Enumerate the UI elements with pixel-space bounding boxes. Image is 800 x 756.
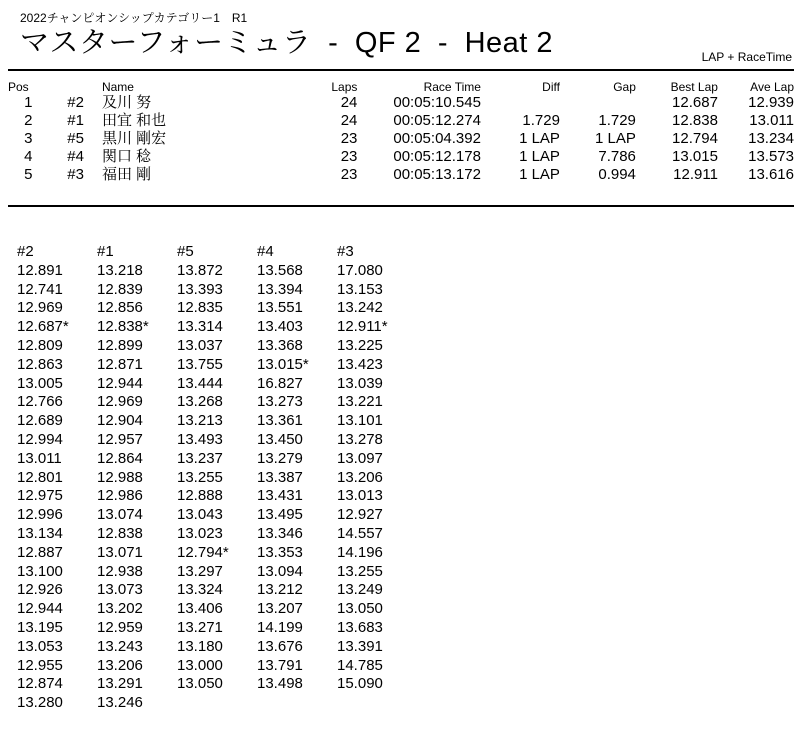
lap-time: 13.218 (97, 261, 143, 279)
lap-column-header: #2 (17, 243, 34, 260)
row-pos: 3 (24, 130, 33, 147)
lap-time: 13.431 (257, 487, 303, 505)
lap-time: 13.314 (177, 318, 223, 336)
row-ave-lap: 13.234 (748, 130, 794, 147)
lap-time: 13.053 (17, 637, 63, 655)
lap-time: 14.557 (337, 524, 383, 542)
lap-time: 13.050 (177, 675, 223, 693)
lap-time: 13.450 (257, 430, 303, 448)
lap-time: 13.213 (177, 412, 223, 430)
row-name: 黒川 剛宏 (101, 130, 167, 147)
lap-time: 12.863 (17, 355, 63, 373)
lap-time: 12.741 (17, 280, 63, 298)
row-ave-lap: 12.939 (748, 94, 794, 111)
row-gap: 1.729 (598, 112, 636, 129)
lap-time: 13.551 (257, 299, 303, 317)
lap-time: 12.809 (17, 336, 63, 354)
lap-time: 12.689 (17, 412, 63, 430)
header-best-lap: Best Lap (670, 80, 718, 94)
lap-time: 13.280 (17, 694, 63, 712)
row-diff: 1 LAP (519, 130, 560, 147)
lap-time: 13.206 (97, 656, 143, 674)
row-race-time: 00:05:12.274 (393, 112, 481, 129)
row-race-time: 00:05:12.178 (393, 148, 481, 165)
page-title (20, 25, 553, 61)
lap-time: 13.212 (257, 581, 303, 599)
lap-time: 13.872 (177, 261, 223, 279)
lap-time: 12.944 (17, 600, 63, 618)
lap-time: 13.393 (177, 280, 223, 298)
row-number: #4 (67, 148, 84, 165)
timing-type-label: LAP + RaceTime (701, 50, 792, 64)
lap-time: 13.297 (177, 562, 223, 580)
row-best-lap: 12.794 (672, 130, 718, 147)
lap-time: 13.755 (177, 355, 223, 373)
lap-time: 13.221 (337, 393, 383, 411)
row-best-lap: 12.838 (672, 112, 718, 129)
lap-time: 13.394 (257, 280, 303, 298)
lap-time: 12.969 (17, 299, 63, 317)
lap-time: 13.097 (337, 449, 383, 467)
lap-time: 13.237 (177, 449, 223, 467)
lap-time: 12.986 (97, 487, 143, 505)
lap-time: 12.864 (97, 449, 143, 467)
lap-time: 12.959 (97, 618, 143, 636)
lap-time: 14.199 (257, 618, 303, 636)
row-diff: 1 LAP (519, 166, 560, 183)
lap-time: 13.195 (17, 618, 63, 636)
lap-time: 13.271 (177, 618, 223, 636)
row-laps: 24 (340, 94, 358, 111)
header-race-time: Race Time (423, 80, 481, 94)
lap-column-header: #1 (97, 243, 114, 260)
event-subtitle: 2022チャンピオンシップカテゴリー1 R1 (20, 11, 248, 25)
lap-time: 13.074 (97, 506, 143, 524)
lap-time: 13.011 (17, 449, 62, 467)
table-row (8, 148, 794, 166)
lap-column (337, 243, 417, 694)
lap-time: 13.291 (97, 675, 143, 693)
lap-time: 12.794* (177, 543, 229, 561)
lap-column-header: #3 (337, 243, 354, 260)
row-ave-lap: 13.011 (749, 112, 794, 129)
row-name: 田宜 和也 (101, 112, 167, 129)
lap-time: 13.676 (257, 637, 303, 655)
lap-time: 17.080 (337, 261, 383, 279)
lap-time: 12.911* (337, 318, 388, 336)
lap-time: 13.444 (177, 374, 223, 392)
header-name: Name (101, 80, 134, 94)
lap-time: 15.090 (337, 675, 383, 693)
lap-time: 13.071 (97, 543, 143, 561)
title-heat: Heat 2 (464, 27, 554, 59)
lap-time: 14.196 (337, 543, 383, 561)
lap-time: 13.249 (337, 581, 383, 599)
row-race-time: 00:05:13.172 (393, 166, 481, 183)
lap-time: 13.013 (337, 487, 383, 505)
row-laps: 23 (340, 166, 358, 183)
lap-time: 13.268 (177, 393, 223, 411)
lap-time: 12.955 (17, 656, 63, 674)
lap-time: 13.246 (97, 694, 143, 712)
row-pos: 5 (24, 166, 33, 183)
row-number: #1 (67, 112, 84, 129)
lap-time: 13.498 (257, 675, 303, 693)
lap-time: 13.324 (177, 581, 223, 599)
row-gap (560, 94, 636, 112)
row-diff: 1 LAP (519, 148, 560, 165)
table-row (8, 112, 794, 130)
lap-time: 13.346 (257, 524, 303, 542)
lap-time: 16.827 (257, 374, 303, 392)
lap-time: 13.361 (257, 412, 303, 430)
results-header-row (8, 80, 794, 94)
lap-column (17, 243, 97, 713)
header-laps: Laps (331, 80, 358, 94)
lap-time: 13.493 (177, 430, 223, 448)
row-best-lap: 13.015 (672, 148, 718, 165)
row-best-lap: 12.687 (672, 94, 718, 111)
lap-time: 12.975 (17, 487, 63, 505)
lap-time: 13.073 (97, 581, 143, 599)
lap-time: 12.969 (97, 393, 143, 411)
lap-time: 12.927 (337, 506, 383, 524)
row-number: #5 (67, 130, 84, 147)
title-session: QF 2 (354, 27, 422, 59)
row-ave-lap: 13.616 (748, 166, 794, 183)
row-pos: 2 (24, 112, 33, 129)
lap-time: 13.791 (257, 656, 303, 674)
lap-time: 12.887 (17, 543, 63, 561)
header-number (49, 80, 84, 94)
lap-time: 12.891 (17, 261, 63, 279)
lap-time: 12.856 (97, 299, 143, 317)
lap-time: 13.225 (337, 336, 383, 354)
row-gap: 0.994 (598, 166, 636, 183)
row-name: 福田 剛 (101, 166, 152, 183)
row-laps: 23 (340, 130, 358, 147)
lap-time: 12.944 (97, 374, 143, 392)
lap-time: 12.988 (97, 468, 143, 486)
lap-time: 13.101 (337, 412, 383, 430)
lap-time: 13.153 (337, 280, 383, 298)
lap-time: 13.683 (337, 618, 383, 636)
row-race-time: 00:05:10.545 (393, 94, 481, 111)
lap-column-header: #4 (257, 243, 274, 260)
lap-time: 13.568 (257, 261, 303, 279)
row-race-time: 00:05:04.392 (393, 130, 481, 147)
lap-column (257, 243, 337, 694)
lap-time: 13.100 (17, 562, 63, 580)
title-separator: - (437, 27, 449, 59)
lap-time: 13.273 (257, 393, 303, 411)
lap-column (97, 243, 177, 713)
results-table (8, 80, 794, 184)
results-divider (8, 205, 794, 207)
lap-time: 13.242 (337, 299, 383, 317)
lap-time: 13.039 (337, 374, 383, 392)
lap-time: 12.801 (17, 468, 63, 486)
lap-time: 12.938 (97, 562, 143, 580)
lap-time: 12.926 (17, 581, 63, 599)
lap-time: 13.403 (257, 318, 303, 336)
row-gap: 1 LAP (595, 130, 636, 147)
row-diff: 1.729 (522, 112, 560, 129)
lap-time: 12.888 (177, 487, 223, 505)
lap-time: 12.904 (97, 412, 143, 430)
lap-column (177, 243, 257, 694)
lap-time: 13.180 (177, 637, 223, 655)
lap-time: 13.023 (177, 524, 223, 542)
lap-time: 13.134 (17, 524, 63, 542)
row-name: 及川 努 (101, 94, 152, 111)
lap-column-header: #5 (177, 243, 194, 260)
row-best-lap: 12.911 (673, 166, 718, 183)
header-divider (8, 69, 794, 71)
row-gap: 7.786 (598, 148, 636, 165)
lap-time: 13.094 (257, 562, 303, 580)
lap-time: 13.202 (97, 600, 143, 618)
lap-time: 13.043 (177, 506, 223, 524)
lap-time: 13.015* (257, 355, 309, 373)
lap-time: 13.207 (257, 600, 303, 618)
lap-time: 13.368 (257, 336, 303, 354)
lap-time: 13.391 (337, 637, 383, 655)
lap-time: 14.785 (337, 656, 383, 674)
lap-time: 12.687* (17, 318, 69, 336)
header-pos: Pos (8, 80, 29, 94)
lap-time: 13.255 (337, 562, 383, 580)
lap-time: 12.839 (97, 280, 143, 298)
title-separator: - (328, 27, 339, 59)
header-gap: Gap (613, 80, 636, 94)
lap-time: 12.838 (97, 524, 143, 542)
title-series: マスターフォーミュラ (20, 27, 312, 59)
lap-time: 13.495 (257, 506, 303, 524)
lap-time: 13.353 (257, 543, 303, 561)
lap-time: 12.874 (17, 675, 63, 693)
row-laps: 23 (340, 148, 358, 165)
lap-time: 13.279 (257, 449, 303, 467)
row-name: 関口 稔 (101, 148, 152, 165)
lap-time: 13.005 (17, 374, 63, 392)
lap-time: 12.871 (97, 355, 143, 373)
lap-time: 13.000 (177, 656, 223, 674)
row-number: #2 (67, 94, 84, 111)
row-laps: 24 (340, 112, 358, 129)
lap-time: 13.406 (177, 600, 223, 618)
lap-time: 13.206 (337, 468, 383, 486)
lap-time: 13.243 (97, 637, 143, 655)
lap-time: 13.050 (337, 600, 383, 618)
row-diff (481, 94, 560, 112)
lap-time: 12.899 (97, 336, 143, 354)
row-number: #3 (67, 166, 84, 183)
lap-time: 13.278 (337, 430, 383, 448)
lap-time: 13.423 (337, 355, 383, 373)
row-ave-lap: 13.573 (748, 148, 794, 165)
lap-time: 12.835 (177, 299, 223, 317)
table-row (8, 130, 794, 148)
table-row (8, 166, 794, 184)
lap-time: 12.957 (97, 430, 143, 448)
lap-time: 12.838* (97, 318, 149, 336)
lap-time: 13.255 (177, 468, 223, 486)
lap-time: 12.994 (17, 430, 63, 448)
lap-time: 13.037 (177, 336, 223, 354)
header-diff: Diff (542, 80, 560, 94)
lap-time: 12.996 (17, 506, 63, 524)
lap-time: 13.387 (257, 468, 303, 486)
lap-time: 12.766 (17, 393, 63, 411)
row-pos: 4 (24, 148, 33, 165)
header-ave-lap: Ave Lap (750, 80, 794, 94)
table-row (8, 94, 794, 112)
row-pos: 1 (24, 94, 33, 111)
